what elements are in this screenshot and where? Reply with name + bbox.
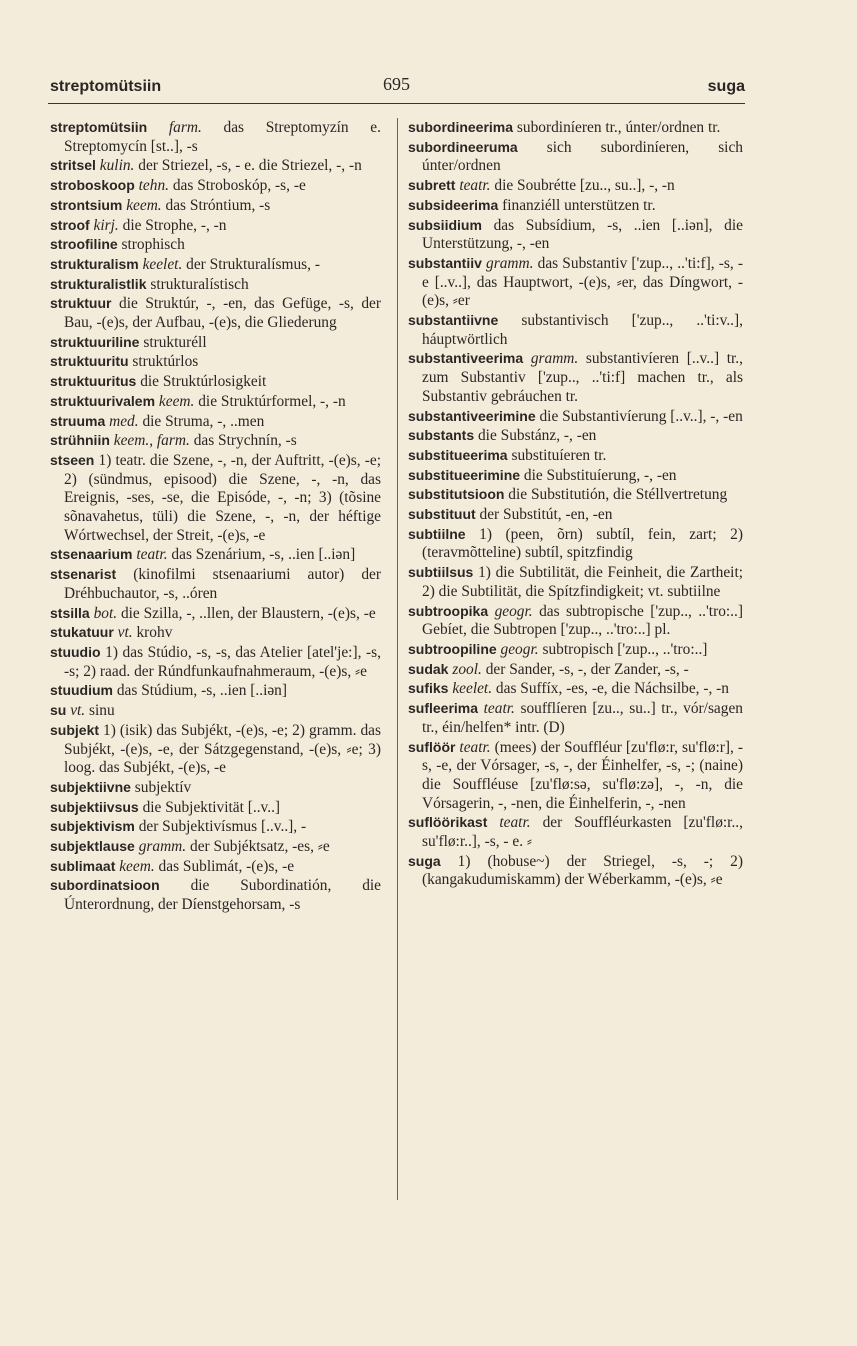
entry-definition: 1) (hobuse~) der Striegel, -s, -; 2) (kangakudumiskamm) der Wéberkamm, -(e)s, ⸗e [422,852,743,889]
entry-definition: das Strychnín, -s [193,432,297,450]
entry-definition: sinu [89,702,115,720]
entry-label: keem. [126,196,162,214]
dictionary-entry [50,681,381,701]
entry-headword: stsenarist [50,566,117,583]
dictionary-entry [408,349,743,406]
entry-definition: der Souffléurkasten [zu'flø:r.., su'flø:r..], -s, - e. ⸗ [422,814,743,851]
dictionary-entry [50,352,381,372]
entry-headword: stuudio [50,643,101,660]
entry-definition: die Substitutión, die Stéllvertretung [508,486,728,504]
entry-headword: stsilla [50,604,90,621]
dictionary-entry [50,216,381,236]
entry-headword: subtroopika [408,602,489,619]
entry-headword: sublimaat [50,857,116,874]
entry-label: zool. [452,660,482,678]
dictionary-entry [50,392,381,412]
entry-headword: stritsel [50,157,96,174]
entry-definition: 1) die Subtilität, die Feinheit, die Zartheit; 2) die Subtilität, die Spítzfindigkeit; vt. subtiilne [422,564,743,600]
left-guideword: streptomütsiin [50,78,162,95]
dictionary-entry [50,412,381,432]
entry-headword: stseen [50,451,95,468]
right-column [408,118,743,890]
entry-definition: das Sublimát, -(e)s, -e [158,857,295,875]
entry-definition: der Sander, -s, -, der Zander, -s, - [485,660,689,678]
dictionary-entry [408,563,743,601]
entry-definition: substituíeren tr. [511,446,607,464]
entry-definition: struktúrlos [132,353,199,371]
entry-label: keem. [158,392,195,410]
dictionary-entry [408,485,743,505]
entry-headword: subordineerima [408,119,514,135]
entry-headword: struktuur [50,295,112,312]
entry-definition: die Strophe, -, -n [122,216,227,234]
entry-label: teatr. [136,546,168,564]
entry-headword: subtiilne [408,525,466,542]
entry-definition: die Subordinatión, die Únterordnung, der Díenstgehorsam, -s [64,877,381,914]
entry-headword: sudak [408,660,449,677]
entry-definition: das Szenárium, -s, ..ien [..iən] [171,546,356,564]
entry-label: keelet. [142,255,183,273]
entry-definition: die Soubrétte [zu.., su..], -, -n [494,177,675,195]
dictionary-entry [50,565,381,603]
dictionary-entry [50,817,381,837]
entry-label: keem., farm. [113,432,190,450]
dictionary-entry [408,196,743,216]
entry-headword: struktuuritu [50,353,129,370]
dictionary-entry [50,721,381,778]
entry-label: teatr. [459,177,491,195]
entry-headword: strühniin [50,432,110,449]
entry-definition: subtropisch ['zup.., ..'tro:..] [542,640,708,658]
entry-headword: strontsium [50,196,123,213]
entry-definition: der Substitút, -en, -en [479,506,613,524]
dictionary-entry [408,602,743,640]
entry-headword: stukatuur [50,624,114,641]
entry-label: med. [109,412,139,430]
entry-definition: das Stúdium, -s, ..ien [..iən] [116,682,287,700]
entry-definition: das Streptomyzín e. Streptomycín [st..], -s [64,119,381,155]
entry-headword: substants [408,427,475,444]
entry-definition: strophisch [121,236,185,254]
entry-headword: struktuuriline [50,333,140,350]
entry-headword: stuudium [50,682,113,699]
dictionary-entry [50,798,381,818]
entry-headword: stroof [50,216,90,233]
dictionary-entry [50,545,381,565]
dictionary-entry [408,254,743,311]
dictionary-entry [408,813,743,851]
entry-headword: su [50,702,67,719]
entry-definition: der Subjéktsatz, -es, ⸗e [190,838,330,856]
entry-headword: subtiilsus [408,564,474,581]
entry-definition: 1) teatr. die Szene, -, -n, der Auftritt, -(e)s, -e; 2) (sündmus, episood) die Szene, -, -n, das Ereignis, -ses, -se, die Episóde, -, -n; 3) (tõsine sõnavahetus, tüli) die Szene, -, -n, der héftige Wórtwechsel, der Streit, -(e)s, -e [64,451,381,544]
entry-definition: die Struktúr, -, -en, das Gefüge, -s, der Bau, -(e)s, der Aufbau, -(e)s, die Gliederung [64,295,381,332]
entry-headword: substitueerimine [408,466,521,483]
entry-headword: struktuurivalem [50,392,156,409]
left-column [50,118,381,915]
dictionary-entry [50,876,381,914]
dictionary-entry [50,837,381,857]
dictionary-entry [408,466,743,486]
entry-definition: die Struktúrlosigkeit [140,373,267,391]
entry-headword: suflöörikast [408,814,488,831]
dictionary-entry [50,275,381,295]
entry-label: gramm. [486,254,534,272]
entry-headword: substantiveerimine [408,407,536,424]
column-divider [397,118,398,1200]
entry-label: kulin. [99,157,135,175]
entry-headword: subtroopiline [408,640,497,657]
page-header [50,74,745,98]
dictionary-entry [408,679,743,699]
entry-headword: stroboskoop [50,177,135,194]
entry-definition: die Szilla, -, ..llen, der Blaustern, -(e)s, -e [120,604,376,622]
entry-headword: sufiks [408,680,449,697]
entry-headword: substantiveerima [408,350,524,367]
entry-label: keem. [119,857,155,875]
entry-label: teatr. [483,700,515,718]
entry-headword: subrett [408,177,456,194]
dictionary-entry [50,156,381,176]
entry-headword: strukturalism [50,255,139,272]
entry-headword: subjekt [50,721,100,738]
entry-definition: soufflíeren [zu.., su..] tr., vór/sagen tr., éin/helfen* intr. (D) [422,700,743,736]
entry-headword: stroofiline [50,236,118,253]
entry-headword: subsideerima [408,196,499,213]
entry-definition: subordiníeren tr., únter/ordnen tr. [516,119,721,136]
dictionary-entry [408,138,743,176]
entry-definition: krohv [136,624,173,642]
dictionary-entry [408,525,743,563]
entry-label: keelet. [452,680,493,698]
entry-headword: stsenaarium [50,546,133,563]
entry-label: teatr. [459,738,491,756]
entry-label: farm. [168,119,202,136]
entry-definition: der Subjektivísmus [..v..], - [138,818,307,836]
entry-headword: subjektiivsus [50,798,139,815]
dictionary-entry [50,643,381,681]
dictionary-entry [50,255,381,275]
entry-definition: 1) das Stúdio, -s, -s, das Atelier [atel'je:], -s, -s; 2) raad. der Rúndfunkaufnahmeraum, -(e)s, ⸗e [64,643,381,680]
dictionary-entry [50,176,381,196]
dictionary-entry [50,333,381,353]
dictionary-entry [408,660,743,680]
entry-definition: die Substánz, -, -en [477,427,597,445]
entry-definition: substantivíeren [..v..] tr., zum Substantiv ['zup.., ..'ti:f] machen tr., als Substantiv gebráuchen tr. [422,350,743,405]
entry-label: geogr. [494,602,533,620]
dictionary-entry [408,407,743,427]
entry-definition: das Stróntium, -s [165,196,271,214]
entry-label: vt. [117,624,133,642]
entry-definition: die Substituíerung, -, -en [523,466,677,484]
dictionary-entry [50,372,381,392]
dictionary-entry [408,699,743,737]
entry-label: bot. [93,604,118,622]
dictionary-entry [50,294,381,332]
entry-headword: substantiiv [408,254,482,271]
entry-headword: strukturalistlik [50,275,147,292]
entry-definition: finanziéll unterstützen tr. [502,196,656,214]
entry-definition: der Striezel, -s, - e. die Striezel, -, -n [138,157,362,175]
entry-headword: substitueerima [408,446,508,463]
entry-definition: die Substantivíerung [..v..], -, -en [539,407,743,425]
entry-definition: (mees) der Souffléur [zu'flø:r, su'flø:r], -s, -e, der Vórsager, -s, -, der Éinhelfer, -s, -; (naine) die Souffléuse [zu'flø:sə, su'flø:zə], -, -n, die Vórsagerin, -, -nen, die Éinhelferin, -, -nen [422,738,743,812]
dictionary-entry [408,505,743,525]
page-number: 695 [383,74,410,94]
entry-label: gramm. [530,350,579,368]
entry-definition: substantivisch ['zup.., ..'ti:v..], háuptwörtlich [422,312,743,348]
dictionary-entry [50,604,381,624]
entry-headword: subsiidium [408,216,482,233]
dictionary-entry [408,426,743,446]
entry-definition: strukturéll [143,333,207,351]
dictionary-entry [50,196,381,216]
entry-label: kirj. [93,216,119,234]
entry-headword: suga [408,852,441,869]
entry-definition: das Suffíx, -es, -e, die Náchsilbe, -, -n [495,680,729,698]
dictionary-entry [408,738,743,814]
entry-definition: das Stroboskóp, -s, -e [172,177,306,195]
entry-definition: der Strukturalísmus, - [186,255,320,273]
dictionary-entry [408,446,743,466]
entry-definition: 1) (isik) das Subjékt, -(e)s, -e; 2) gramm. das Subjékt, -(e)s, -e, der Sátzgegenstand, -(e)s, ⸗e; 3) loog. das Subjékt, -(e)s, -e [64,721,381,777]
entry-label: geogr. [500,640,539,658]
entry-label: gramm. [138,838,187,856]
entry-headword: suflöör [408,738,456,755]
entry-definition: strukturalístisch [150,275,249,293]
dictionary-entry [50,118,381,156]
dictionary-entry [408,118,743,138]
entry-definition: die Struma, -, ..men [142,412,265,430]
entry-headword: subordineeruma [408,138,518,155]
entry-headword: subjektiivne [50,778,131,795]
entry-headword: struktuuritus [50,373,137,390]
entry-headword: struuma [50,412,106,429]
entry-definition: sich subordiníeren, sich únter/ordnen [422,138,743,175]
entry-headword: subjektivism [50,818,135,835]
dictionary-entry [50,701,381,721]
entry-label: teatr. [499,814,531,832]
dictionary-entry [408,852,743,890]
entry-label: vt. [70,702,86,720]
dictionary-entry [50,623,381,643]
dictionary-entry [50,857,381,877]
entry-headword: sufleerima [408,700,479,717]
dictionary-entry [408,176,743,196]
entry-headword: subjektlause [50,838,135,855]
entry-label: tehn. [138,177,169,195]
dictionary-entry [50,235,381,255]
entry-headword: subordinatsioon [50,877,160,894]
right-guideword: suga [707,78,745,95]
entry-definition: 1) (peen, õrn) subtíl, fein, zart; 2) (teravmõtteline) subtíl, spitzfindig [422,525,743,562]
dictionary-entry [408,640,743,660]
dictionary-entry [408,311,743,349]
entry-definition: subjektív [134,778,192,796]
header-rule [48,103,745,104]
entry-definition: die Struktúrformel, -, -n [198,392,346,410]
dictionary-entry [50,451,381,546]
entry-headword: substantiivne [408,312,499,329]
entry-headword: substitutsioon [408,486,505,503]
entry-definition: die Subjektivität [..v..] [142,798,281,816]
dictionary-entry [50,778,381,798]
entry-definition: das subtropische ['zup.., ..'tro:..] Gebíet, die Subtropen ['zup.., ..'tro:..] pl. [422,602,743,639]
dictionary-entry [50,431,381,451]
entry-definition: das Substantiv ['zup.., ..'ti:f], -s, -e [..v..], das Hauptwort, -(e)s, ⸗er, das Díngwort, -(e)s, ⸗er [422,254,743,310]
dictionary-entry [408,216,743,254]
entry-headword: streptomütsiin [50,119,148,135]
entry-headword: substituut [408,506,476,523]
entry-definition: (kinofilmi stsenaariumi autor) der Dréhbuchautor, -s, ..óren [64,566,381,602]
entry-definition: das Subsídium, -s, ..ien [..iən], die Unterstützung, -, -en [422,216,743,253]
